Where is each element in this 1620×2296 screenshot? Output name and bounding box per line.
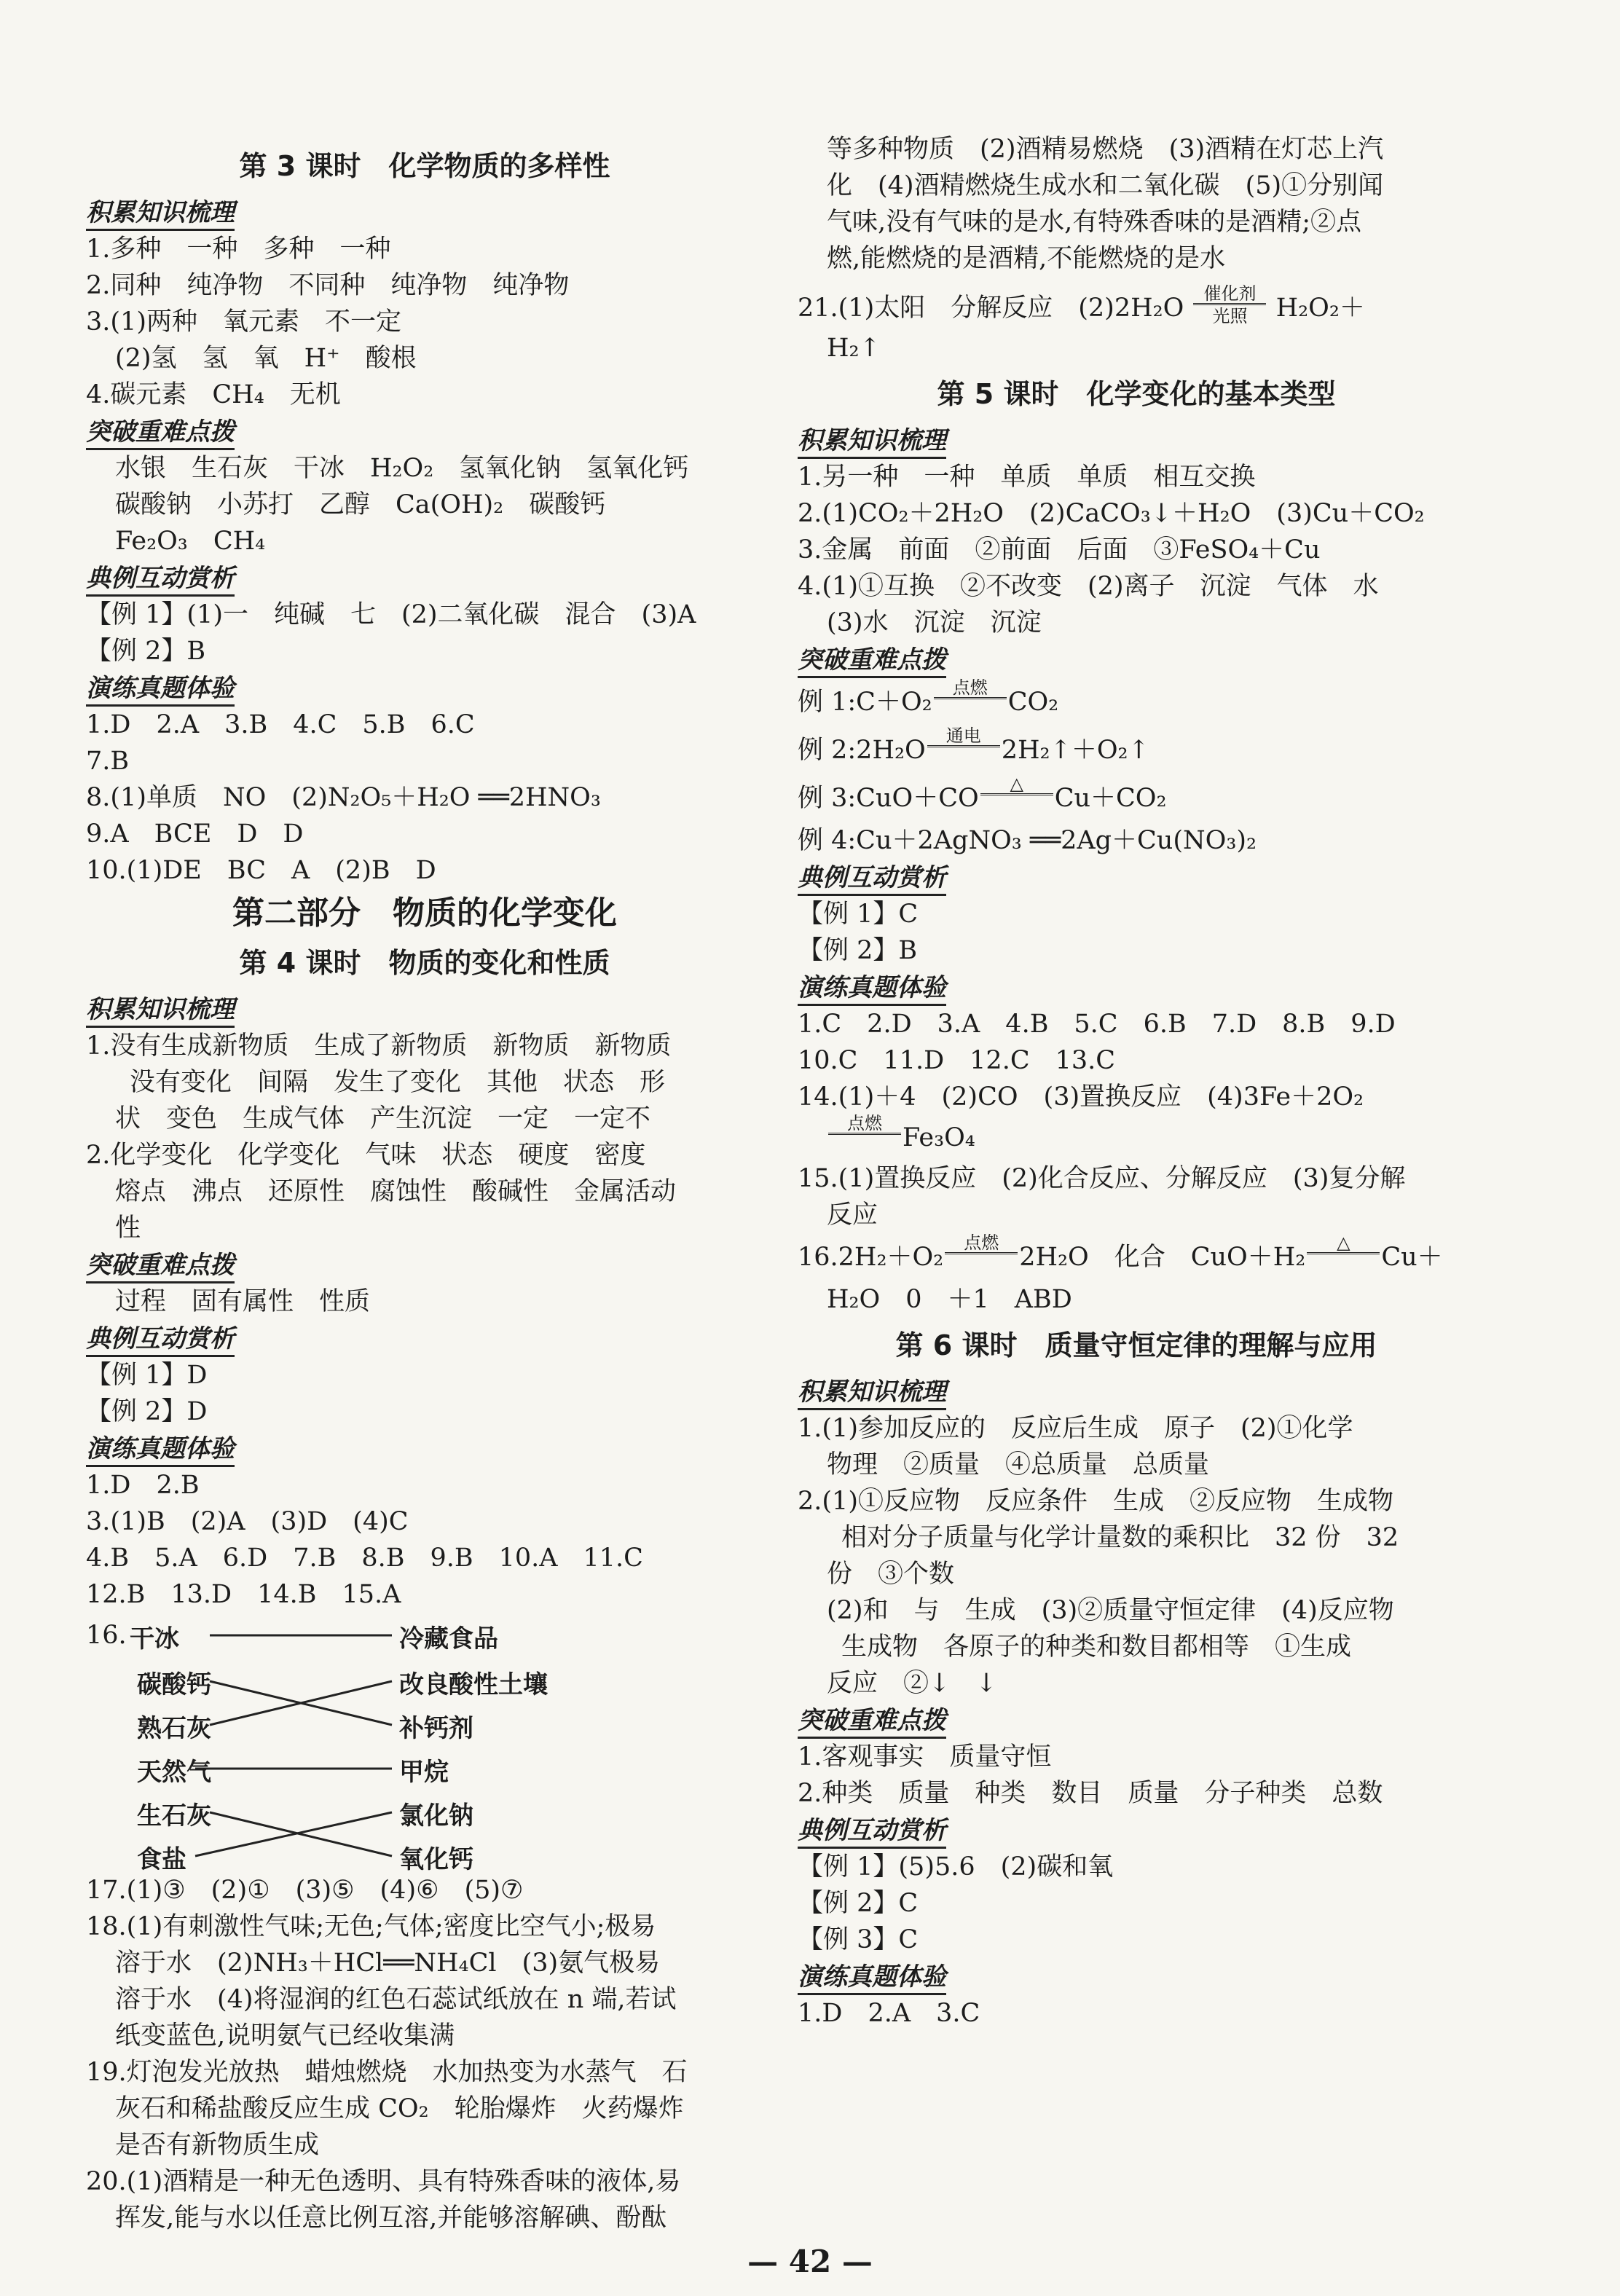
- answer-line: Fe₂O₃ CH₄: [115, 527, 266, 556]
- equation-left: 例 1:C＋O₂: [798, 688, 932, 717]
- answer-line: 2.(1)CO₂＋2H₂O (2)CaCO₃↓＋H₂O (3)Cu＋CO₂: [798, 499, 1425, 528]
- equation-line: [798, 1233, 1475, 1281]
- answer-line: 等多种物质 (2)酒精易燃烧 (3)酒精在灯芯上汽: [827, 135, 1384, 164]
- match-left: 天然气: [137, 1758, 211, 1787]
- answer-line: 4.B 5.A 6.D 7.B 8.B 9.B 10.A 11.C: [86, 1544, 643, 1573]
- answer-line: 份 ③个数: [827, 1560, 955, 1589]
- answer-line: 3.(1)B (2)A (3)D (4)C: [86, 1507, 409, 1536]
- answer-line: 例 4:Cu＋2AgNO₃ ══2Ag＋Cu(NO₃)₂: [798, 826, 1257, 855]
- answer-line: (3)水 沉淀 沉淀: [827, 608, 1042, 637]
- answer-line: 9.A BCE D D: [86, 819, 304, 849]
- equation-right: Cu＋CO₂: [1054, 784, 1167, 813]
- right-column: [798, 131, 1475, 2032]
- answer-line: 【例 1】(1)一 纯碱 七 (2)二氧化碳 混合 (3)A: [86, 600, 696, 629]
- answer-line: (2)和 与 生成 (3)②质量守恒定律 (4)反应物: [827, 1596, 1394, 1625]
- section-heading: 积累知识梳理: [798, 1376, 946, 1410]
- condition-bottom: 光照: [1212, 306, 1248, 326]
- equation-left: 21.(1)太阳 分解反应 (2)2H₂O: [798, 294, 1184, 323]
- equation-right: CO₂: [1007, 688, 1059, 717]
- section-heading: 演练真题体验: [798, 972, 946, 1006]
- answer-line: H₂O 0 ＋1 ABD: [827, 1285, 1072, 1314]
- section-heading: 突破重难点拨: [86, 1249, 235, 1283]
- answer-line: 【例 1】D: [86, 1361, 208, 1390]
- answer-line: 【例 2】C: [798, 1889, 919, 1918]
- answer-line: 溶于水 (2)NH₃＋HCl══NH₄Cl (3)氨气极易: [115, 1949, 661, 1978]
- answer-line: (2)氢 氢 氧 H⁺ 酸根: [115, 344, 417, 373]
- condition-top: 点燃: [964, 1232, 999, 1253]
- section-heading: 演练真题体验: [86, 1433, 235, 1467]
- equation-left: 16.2H₂＋O₂: [798, 1243, 944, 1272]
- answer-line: 2.(1)①反应物 反应条件 生成 ②反应物 生成物: [798, 1487, 1393, 1516]
- condition-top: 催化剂: [1203, 283, 1257, 304]
- answer-line: 燃,能燃烧的是酒精,不能燃烧的是水: [827, 244, 1226, 273]
- match-left: 食盐: [137, 1845, 186, 1874]
- equation-middle: 2H₂O 化合 CuO＋H₂: [1019, 1243, 1306, 1272]
- section-heading: 积累知识梳理: [86, 994, 235, 1028]
- answer-line: 性: [115, 1214, 141, 1243]
- equation-left: 例 3:CuO＋CO: [798, 784, 979, 813]
- match-right: 改良酸性土壤: [399, 1670, 548, 1699]
- answer-line: 【例 2】B: [798, 936, 918, 965]
- answer-line: 2.种类 质量 种类 数目 质量 分子种类 总数: [798, 1779, 1383, 1808]
- lesson-5-title: 第 5 课时 化学变化的基本类型: [937, 378, 1336, 410]
- reaction-condition: [1193, 284, 1266, 326]
- answer-line: 1.D 2.A 3.B 4.C 5.B 6.C: [86, 710, 475, 739]
- section-heading: 演练真题体验: [86, 672, 235, 707]
- equation-line: [798, 678, 1475, 726]
- section-heading: 积累知识梳理: [86, 197, 235, 231]
- section-heading: 积累知识梳理: [798, 425, 946, 459]
- equation-left: 例 2:2H₂O: [798, 736, 926, 765]
- answer-line: 15.(1)置换反应 (2)化合反应、分解反应 (3)复分解: [798, 1164, 1406, 1193]
- match-left: 熟石灰: [137, 1714, 211, 1743]
- condition-top: △: [1010, 774, 1023, 794]
- answer-line: 挥发,能与水以任意比例互溶,并能够溶解碘、酚酞: [115, 2203, 667, 2233]
- answer-line: 化 (4)酒精燃烧生成水和二氧化碳 (5)①分别闻: [827, 171, 1384, 200]
- answer-line: 14.(1)＋4 (2)CO (3)置换反应 (4)3Fe＋2O₂: [798, 1082, 1364, 1112]
- reaction-condition: [934, 678, 1007, 720]
- answer-line: 反应: [827, 1200, 878, 1230]
- answer-line: 没有变化 间隔 发生了变化 其他 状态 形: [130, 1068, 666, 1097]
- section-heading: 典例互动赏析: [86, 562, 235, 597]
- match-right: 冷藏食品: [399, 1624, 498, 1654]
- answer-line: 【例 2】B: [86, 637, 206, 666]
- match-right: 补钙剂: [399, 1714, 473, 1743]
- reaction-condition: [927, 726, 1000, 768]
- section-heading: 突破重难点拨: [798, 1705, 946, 1739]
- answer-line: 碳酸钠 小苏打 乙醇 Ca(OH)₂ 碳酸钙: [115, 490, 606, 519]
- condition-top: 点燃: [952, 677, 988, 698]
- reaction-condition: [980, 774, 1053, 816]
- reaction-condition: [828, 1114, 901, 1155]
- answer-line: 1.客观事实 质量守恒: [798, 1742, 1052, 1772]
- answer-line: 溶于水 (4)将湿润的红色石蕊试纸放在 n 端,若试: [115, 1985, 677, 2014]
- answer-line: 1.C 2.D 3.A 4.B 5.C 6.B 7.D 8.B 9.D: [798, 1010, 1396, 1039]
- answer-line: H₂↑: [827, 334, 881, 363]
- answer-line: 过程 固有属性 性质: [115, 1287, 371, 1316]
- answer-line: 水银 生石灰 干冰 H₂O₂ 氢氧化钠 氢氧化钙: [115, 454, 689, 483]
- answer-line: 20.(1)酒精是一种无色透明、具有特殊香味的液体,易: [86, 2167, 681, 2196]
- page-number: — 42 —: [747, 2244, 873, 2279]
- answer-line: 12.B 13.D 14.B 15.A: [86, 1580, 401, 1609]
- section-heading: 典例互动赏析: [798, 862, 946, 896]
- answer-line: 19.灯泡发光放热 蜡烛燃烧 水加热变为水蒸气 石: [86, 2058, 688, 2087]
- match-right: 甲烷: [399, 1758, 449, 1787]
- answer-line: 相对分子质量与化学计量数的乘积比 32 份 32: [841, 1523, 1399, 1552]
- answer-line: 1.D 2.B: [86, 1471, 200, 1500]
- answer-line: 是否有新物质生成: [115, 2131, 320, 2160]
- answer-line: 1.多种 一种 多种 一种: [86, 235, 391, 264]
- answer-line: 10.(1)DE BC A (2)B D: [86, 856, 436, 885]
- answer-line: 【例 1】(5)5.6 (2)碳和氧: [798, 1852, 1114, 1882]
- lesson-6-title: 第 6 课时 质量守恒定律的理解与应用: [895, 1329, 1377, 1361]
- answer-line: 3.金属 前面 ②前面 后面 ③FeSO₄＋Cu: [798, 535, 1321, 565]
- left-column: [86, 138, 763, 2236]
- equation-line: [798, 726, 1475, 774]
- answer-line: 熔点 沸点 还原性 腐蚀性 酸碱性 金属活动: [115, 1177, 677, 1206]
- answer-line: 【例 1】C: [798, 900, 919, 929]
- equation-line: [798, 1115, 1475, 1160]
- section-heading: 典例互动赏析: [798, 1815, 946, 1849]
- answer-line: 反应 ②↓ ↓: [827, 1669, 997, 1698]
- answer-line: 2.同种 纯净物 不同种 纯净物 纯净物: [86, 271, 570, 300]
- answer-line: 4.(1)①互换 ②不改变 (2)离子 沉淀 气体 水: [798, 572, 1379, 601]
- match-right: 氧化钙: [399, 1845, 473, 1874]
- question-number: 16.: [86, 1621, 127, 1650]
- section-heading: 典例互动赏析: [86, 1323, 235, 1357]
- answer-line: 生成物 各原子的种类和数目都相等 ①生成: [841, 1632, 1352, 1662]
- answer-line: 纸变蓝色,说明氨气已经收集满: [115, 2021, 455, 2051]
- answer-line: 物理 ②质量 ④总质量 总质量: [827, 1450, 1210, 1479]
- answer-line: 4.碳元素 CH₄ 无机: [86, 380, 341, 409]
- answer-line: 1.没有生成新物质 生成了新物质 新物质 新物质: [86, 1031, 672, 1061]
- section-heading: 突破重难点拨: [798, 644, 946, 678]
- answer-line: 1.D 2.A 3.C: [798, 1999, 980, 2028]
- section-heading: 演练真题体验: [798, 1961, 946, 1995]
- equation-right: H₂O₂＋: [1275, 294, 1365, 323]
- match-left: 碳酸钙: [137, 1670, 211, 1699]
- answer-line: 2.化学变化 化学变化 气味 状态 硬度 密度: [86, 1141, 646, 1170]
- answer-line: 1.(1)参加反应的 反应后生成 原子 (2)①化学: [798, 1414, 1353, 1443]
- answer-line: 【例 3】C: [798, 1925, 919, 1954]
- answer-line: 气味,没有气味的是水,有特殊香味的是酒精;②点: [827, 208, 1362, 237]
- answer-line: 7.B: [86, 747, 130, 776]
- equation-line: [798, 283, 1475, 330]
- answer-line: 【例 2】D: [86, 1397, 208, 1426]
- lesson-4-title: 第 4 课时 物质的变化和性质: [239, 947, 610, 979]
- answer-line: 8.(1)单质 NO (2)N₂O₅＋H₂O ══2HNO₃: [86, 783, 601, 812]
- answer-line: 1.另一种 一种 单质 单质 相互交换: [798, 463, 1256, 492]
- answer-line: 3.(1)两种 氧元素 不一定: [86, 307, 401, 337]
- section-heading: 突破重难点拨: [86, 416, 235, 450]
- equation-right: Fe₃O₄: [903, 1123, 975, 1152]
- answer-line: 灰石和稀盐酸反应生成 CO₂ 轮胎爆炸 火药爆炸: [115, 2094, 684, 2123]
- answer-line: 10.C 11.D 12.C 13.C: [798, 1046, 1116, 1075]
- equation-right: Cu＋: [1381, 1243, 1443, 1272]
- equation-right: 2H₂↑＋O₂↑: [1001, 736, 1149, 765]
- condition-top: 点燃: [847, 1113, 882, 1133]
- match-left: 干冰: [130, 1624, 179, 1654]
- condition-top: 通电: [945, 726, 981, 746]
- match-right: 氯化钠: [399, 1801, 473, 1831]
- reaction-condition: [1307, 1233, 1380, 1275]
- part-2-title: 第二部分 物质的化学变化: [232, 895, 617, 932]
- equation-line: [798, 774, 1475, 822]
- matching-diagram: [86, 1617, 763, 1874]
- lesson-3-title: 第 3 课时 化学物质的多样性: [239, 150, 610, 182]
- match-left: 生石灰: [137, 1801, 211, 1831]
- answer-line: 18.(1)有刺激性气味;无色;气体;密度比空气小;极易: [86, 1912, 656, 1941]
- condition-top: △: [1337, 1232, 1350, 1253]
- reaction-condition: [945, 1233, 1018, 1275]
- answer-line: 状 变色 生成气体 产生沉淀 一定 一定不: [115, 1104, 651, 1133]
- answer-line: 17.(1)③ (2)① (3)⑤ (4)⑥ (5)⑦: [86, 1876, 524, 1905]
